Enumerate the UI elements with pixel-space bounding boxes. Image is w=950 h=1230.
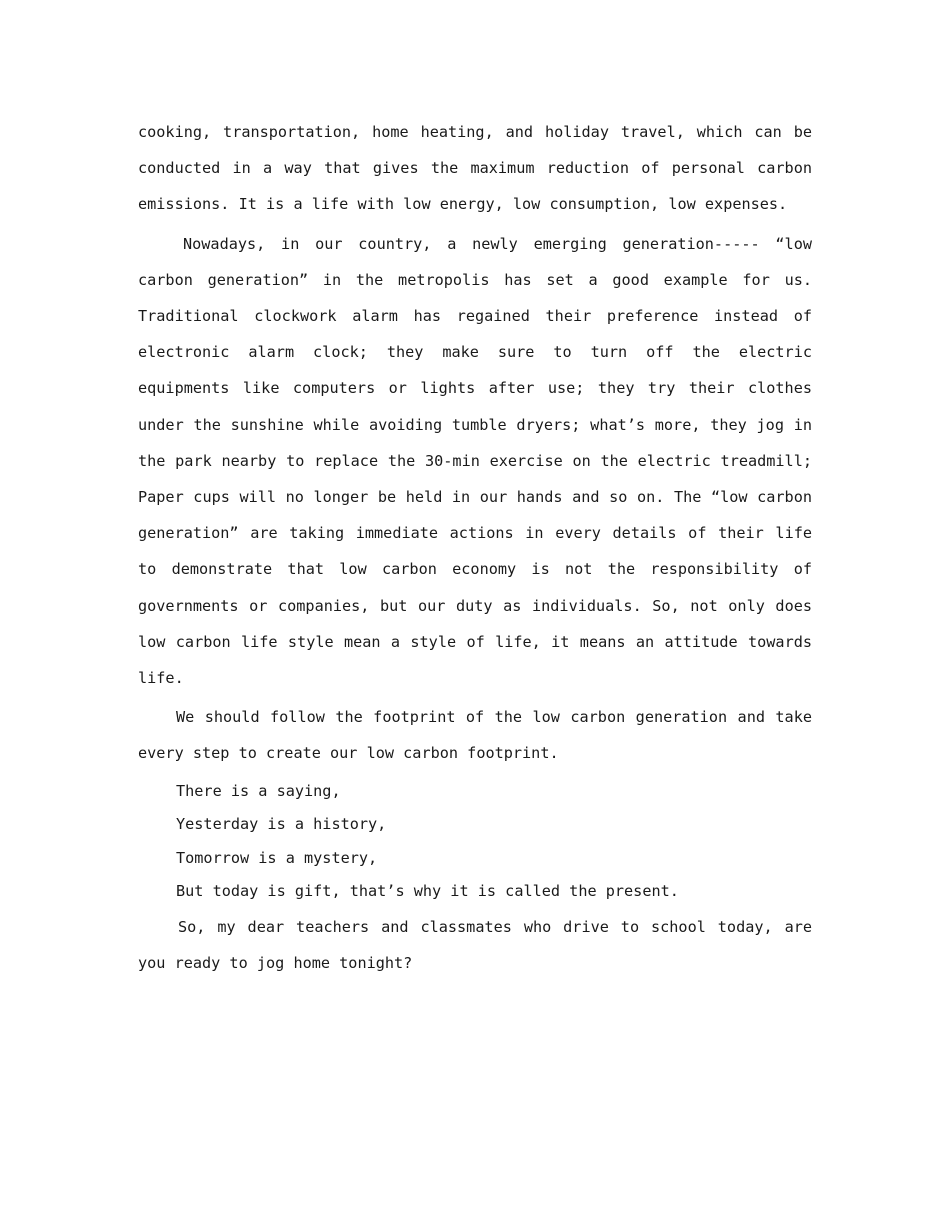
saying-line-yesterday: Yesterday is a history, [176, 815, 387, 834]
saying-line-today: But today is gift, that’s why it is called the present. [176, 882, 679, 901]
document-body [138, 114, 812, 984]
paragraph-follow-footprint: We should follow the footprint of the low carbon generation and take every step to create our low carbon footprint. [138, 708, 812, 763]
paragraph-low-carbon-generation: Nowadays, in our country, a newly emerging generation----- “low carbon generation” in the metropolis has set a good example for us. Traditional clockwork alarm has regained their preference instead of electronic alarm clock; they make sure to turn off the electric equipments like computers or lights after use; they try their clothes under the sunshine while avoiding tumble dryers; what’s more, they jog in the park nearby to replace the 30-min exercise on the electric treadmill; Paper cups will no longer be held in our hands and so on. The “low carbon generation” are taking immediate actions in every details of their life to demonstrate that low carbon economy is not the responsibility of governments or companies, but our duty as individuals. So, not only does low carbon life style mean a style of life, it means an attitude towards life. [138, 234, 812, 688]
saying-line-intro: There is a saying, [176, 781, 341, 800]
saying-block [138, 775, 812, 909]
paragraph-closing-question: So, my dear teachers and classmates who drive to school today, are you ready to jog home tonight? [138, 917, 812, 972]
saying-line-tomorrow: Tomorrow is a mystery, [176, 848, 378, 867]
paragraph-lifestyle-definition: cooking, transportation, home heating, and holiday travel, which can be conducted in a way that gives the maximum reduction of personal carbon emissions. It is a life with low energy, low consumption, low expenses. [138, 123, 812, 214]
